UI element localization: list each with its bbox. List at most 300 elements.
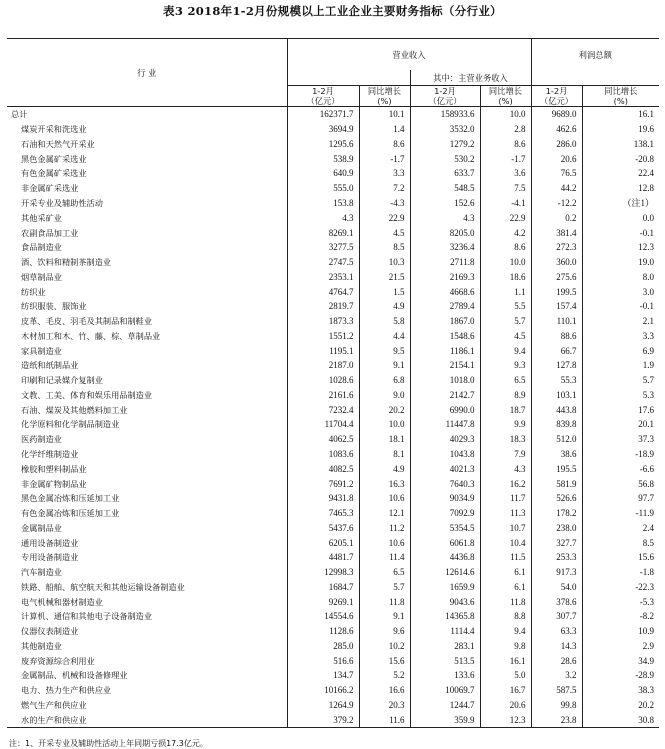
table-row bbox=[7, 491, 659, 506]
industry-name: 造纸和纸制品业 bbox=[21, 360, 79, 371]
cell-rev: 379.2 bbox=[287, 712, 359, 727]
cell-profit: 0.2 bbox=[531, 210, 582, 225]
main-yoy-header: 同比增长 (%) bbox=[480, 86, 531, 107]
table-row bbox=[7, 461, 659, 476]
cell-main-g: 7.5 bbox=[480, 181, 531, 196]
cell-main-g: 9.8 bbox=[480, 639, 531, 654]
industry-header: 行 业 bbox=[7, 39, 287, 107]
table-row bbox=[7, 284, 659, 299]
cell-rev: 4062.5 bbox=[287, 432, 359, 447]
cell-rev-g: 9.1 bbox=[359, 358, 410, 373]
cell-rev-g: 9.6 bbox=[359, 624, 410, 639]
cell-profit-g: 8.5 bbox=[582, 535, 659, 550]
industry-name: 总计 bbox=[11, 109, 28, 120]
cell-profit-g: 10.9 bbox=[582, 624, 659, 639]
cell-profit: 99.8 bbox=[531, 698, 582, 713]
cell-profit: 587.5 bbox=[531, 683, 582, 698]
cell-rev-g: 1.4 bbox=[359, 122, 410, 137]
cell-profit-g: 0.0 bbox=[582, 210, 659, 225]
cell-main: 5354.5 bbox=[410, 520, 480, 535]
industry-name: 仪器仪表制造业 bbox=[21, 626, 79, 637]
cell-profit-g: 19.0 bbox=[582, 255, 659, 270]
cell-profit: 462.6 bbox=[531, 122, 582, 137]
cell-main-g: 2.8 bbox=[480, 122, 531, 137]
cell-profit: 917.3 bbox=[531, 565, 582, 580]
cell-profit-g: -6.6 bbox=[582, 461, 659, 476]
industry-name: 铁路、船舶、航空航天和其他运输设备制造业 bbox=[21, 581, 185, 592]
cell-rev-g: 3.3 bbox=[359, 166, 410, 181]
table-row bbox=[7, 402, 659, 417]
cell-rev-g: 9.0 bbox=[359, 388, 410, 403]
table-body bbox=[7, 107, 659, 728]
cell-main: 9034.9 bbox=[410, 491, 480, 506]
cell-profit-g: -11.9 bbox=[582, 506, 659, 521]
cell-rev-g: 12.1 bbox=[359, 506, 410, 521]
cell-main-g: 11.3 bbox=[480, 506, 531, 521]
cell-rev: 10166.2 bbox=[287, 683, 359, 698]
cell-profit-g: 20.1 bbox=[582, 417, 659, 432]
industry-name: 通用设备制造业 bbox=[21, 537, 79, 548]
profit-header: 利润总额 bbox=[531, 39, 659, 71]
cell-main: 4021.3 bbox=[410, 461, 480, 476]
cell-main: 530.2 bbox=[410, 151, 480, 166]
cell-profit-g: 2.1 bbox=[582, 314, 659, 329]
cell-rev: 285.0 bbox=[287, 639, 359, 654]
cell-main: 11447.8 bbox=[410, 417, 480, 432]
cell-profit-g: 20.2 bbox=[582, 698, 659, 713]
table-row bbox=[7, 609, 659, 624]
table-row bbox=[7, 373, 659, 388]
cell-rev: 9269.1 bbox=[287, 594, 359, 609]
cell-profit: 110.1 bbox=[531, 314, 582, 329]
cell-profit: 157.4 bbox=[531, 299, 582, 314]
cell-rev: 555.0 bbox=[287, 181, 359, 196]
cell-rev: 8269.1 bbox=[287, 225, 359, 240]
cell-profit: 54.0 bbox=[531, 580, 582, 595]
table-row bbox=[7, 210, 659, 225]
cell-rev-g: 16.3 bbox=[359, 476, 410, 491]
cell-rev-g: 20.3 bbox=[359, 698, 410, 713]
cell-main: 1279.2 bbox=[410, 137, 480, 152]
cell-main: 548.5 bbox=[410, 181, 480, 196]
cell-profit: 327.7 bbox=[531, 535, 582, 550]
cell-rev: 1083.6 bbox=[287, 447, 359, 462]
cell-rev-g: 5.2 bbox=[359, 668, 410, 683]
industry-name: 电力、热力生产和供应业 bbox=[21, 685, 112, 696]
industry-name: 废弃资源综合利用业 bbox=[21, 655, 95, 666]
cell-main: 6061.8 bbox=[410, 535, 480, 550]
industry-name: 燃气生产和供应业 bbox=[21, 700, 87, 710]
cell-profit-g: -20.8 bbox=[582, 151, 659, 166]
industry-name: 烟草制品业 bbox=[21, 271, 62, 282]
table-row bbox=[7, 476, 659, 491]
table-row bbox=[7, 712, 659, 727]
revenue-period-header: 1-2月 （亿元） bbox=[287, 86, 359, 107]
cell-main: 513.5 bbox=[410, 653, 480, 668]
cell-main-g: 18.7 bbox=[480, 402, 531, 417]
cell-rev-g: 8.1 bbox=[359, 447, 410, 462]
cell-rev-g: 10.6 bbox=[359, 535, 410, 550]
industry-name: 其他采矿业 bbox=[21, 212, 62, 223]
cell-main-g: 10.0 bbox=[480, 255, 531, 270]
cell-rev: 1028.6 bbox=[287, 373, 359, 388]
cell-rev: 1551.2 bbox=[287, 328, 359, 343]
cell-main-g: 9.4 bbox=[480, 343, 531, 358]
cell-profit-g: 138.1 bbox=[582, 137, 659, 152]
cell-rev: 4082.5 bbox=[287, 461, 359, 476]
cell-profit: 307.7 bbox=[531, 609, 582, 624]
cell-main: 1018.0 bbox=[410, 373, 480, 388]
cell-profit-g: 16.1 bbox=[582, 107, 659, 122]
table-row bbox=[7, 358, 659, 373]
industry-name: 非金属矿物制品业 bbox=[21, 478, 87, 489]
cell-main-g: 20.6 bbox=[480, 698, 531, 713]
cell-profit: 28.6 bbox=[531, 653, 582, 668]
footnote: 注：1、开采专业及辅助性活动上年同期亏损17.3亿元。 bbox=[9, 739, 208, 748]
cell-main-g: 16.7 bbox=[480, 683, 531, 698]
industry-name: 金属制品、机械和设备修理业 bbox=[21, 670, 128, 681]
cell-rev-g: 7.2 bbox=[359, 181, 410, 196]
cell-rev: 3277.5 bbox=[287, 240, 359, 255]
cell-main-g: 1.1 bbox=[480, 284, 531, 299]
cell-rev: 3694.9 bbox=[287, 122, 359, 137]
table-row bbox=[7, 653, 659, 668]
cell-profit-g: 6.9 bbox=[582, 343, 659, 358]
cell-profit-g: 34.9 bbox=[582, 653, 659, 668]
table-row bbox=[7, 166, 659, 181]
cell-main: 6990.0 bbox=[410, 402, 480, 417]
cell-rev-g: 6.5 bbox=[359, 565, 410, 580]
table-row bbox=[7, 639, 659, 654]
cell-rev: 134.7 bbox=[287, 668, 359, 683]
cell-rev: 162371.7 bbox=[287, 107, 359, 122]
industry-name: 专用设备制造业 bbox=[21, 552, 79, 563]
cell-profit-g: 30.8 bbox=[582, 712, 659, 727]
cell-profit-g: 19.6 bbox=[582, 122, 659, 137]
cell-rev: 12998.3 bbox=[287, 565, 359, 580]
cell-main: 158933.6 bbox=[410, 107, 480, 122]
industry-name: 煤炭开采和洗选业 bbox=[21, 124, 87, 135]
cell-profit: 76.5 bbox=[531, 166, 582, 181]
industry-name: 食品制造业 bbox=[21, 242, 62, 253]
cell-main-g: -4.1 bbox=[480, 196, 531, 211]
cell-main-g: 5.0 bbox=[480, 668, 531, 683]
cell-main: 1659.9 bbox=[410, 580, 480, 595]
table-row bbox=[7, 269, 659, 284]
cell-rev-g: 16.6 bbox=[359, 683, 410, 698]
cell-rev: 7691.2 bbox=[287, 476, 359, 491]
cell-rev-g: -1.7 bbox=[359, 151, 410, 166]
cell-main: 1114.4 bbox=[410, 624, 480, 639]
cell-rev-g: 5.8 bbox=[359, 314, 410, 329]
cell-profit-g: 17.6 bbox=[582, 402, 659, 417]
cell-main-g: 4.2 bbox=[480, 225, 531, 240]
industry-name: 计算机、通信和其他电子设备制造业 bbox=[21, 611, 153, 622]
table-row bbox=[7, 314, 659, 329]
cell-main: 1548.6 bbox=[410, 328, 480, 343]
cell-rev-g: 11.8 bbox=[359, 594, 410, 609]
cell-profit-g: 5.3 bbox=[582, 388, 659, 403]
cell-main-g: 8.6 bbox=[480, 137, 531, 152]
cell-main: 10069.7 bbox=[410, 683, 480, 698]
cell-rev: 9431.8 bbox=[287, 491, 359, 506]
industry-name: 黑色金属矿采选业 bbox=[21, 153, 87, 164]
revenue-subheader-blank bbox=[287, 70, 410, 86]
industry-name: 橡胶和塑料制品业 bbox=[21, 463, 87, 474]
cell-profit-g: -8.2 bbox=[582, 609, 659, 624]
cell-profit: 238.0 bbox=[531, 520, 582, 535]
cell-rev: 4.3 bbox=[287, 210, 359, 225]
cell-main-g: 6.5 bbox=[480, 373, 531, 388]
cell-rev: 7232.4 bbox=[287, 402, 359, 417]
cell-rev: 1128.6 bbox=[287, 624, 359, 639]
cell-main: 633.7 bbox=[410, 166, 480, 181]
table-row bbox=[7, 388, 659, 403]
cell-main-g: 16.2 bbox=[480, 476, 531, 491]
cell-profit-g: 97.7 bbox=[582, 491, 659, 506]
main-period-header: 1-2月 （亿元） bbox=[410, 86, 480, 107]
cell-profit: -12.2 bbox=[531, 196, 582, 211]
table-row bbox=[7, 151, 659, 166]
cell-profit: 839.8 bbox=[531, 417, 582, 432]
cell-profit: 195.5 bbox=[531, 461, 582, 476]
cell-profit-g: -28.9 bbox=[582, 668, 659, 683]
cell-main: 2154.1 bbox=[410, 358, 480, 373]
industry-name: 酒、饮料和精制茶制造业 bbox=[21, 257, 112, 268]
industry-name: 文教、工美、体育和娱乐用品制造业 bbox=[21, 389, 153, 400]
revenue-header: 营业收入 bbox=[287, 39, 531, 71]
table-row bbox=[7, 668, 659, 683]
cell-rev-g: 10.1 bbox=[359, 107, 410, 122]
cell-rev-g: 11.4 bbox=[359, 550, 410, 565]
cell-rev-g: 9.1 bbox=[359, 609, 410, 624]
cell-profit: 55.3 bbox=[531, 373, 582, 388]
cell-profit: 9689.0 bbox=[531, 107, 582, 122]
cell-main: 152.6 bbox=[410, 196, 480, 211]
cell-profit-g: -5.3 bbox=[582, 594, 659, 609]
cell-profit: 360.0 bbox=[531, 255, 582, 270]
profit-yoy-header: 同比增长 (%) bbox=[582, 86, 659, 107]
cell-rev-g: 5.7 bbox=[359, 580, 410, 595]
table-row bbox=[7, 432, 659, 447]
cell-profit: 23.8 bbox=[531, 712, 582, 727]
cell-main-g: 11.7 bbox=[480, 491, 531, 506]
cell-rev: 2747.5 bbox=[287, 255, 359, 270]
cell-main-g: 8.9 bbox=[480, 388, 531, 403]
profit-subheader-blank bbox=[531, 70, 659, 86]
cell-main: 133.6 bbox=[410, 668, 480, 683]
cell-profit: 199.5 bbox=[531, 284, 582, 299]
cell-rev: 4481.7 bbox=[287, 550, 359, 565]
cell-profit: 253.3 bbox=[531, 550, 582, 565]
table-row bbox=[7, 520, 659, 535]
cell-main: 2789.4 bbox=[410, 299, 480, 314]
cell-profit: 378.6 bbox=[531, 594, 582, 609]
cell-rev: 14554.6 bbox=[287, 609, 359, 624]
cell-main: 8205.0 bbox=[410, 225, 480, 240]
cell-rev-g: 1.5 bbox=[359, 284, 410, 299]
cell-profit-g: 5.7 bbox=[582, 373, 659, 388]
industry-name: 汽车制造业 bbox=[21, 567, 62, 578]
cell-rev: 1873.3 bbox=[287, 314, 359, 329]
cell-profit: 272.3 bbox=[531, 240, 582, 255]
cell-profit-g: 3.0 bbox=[582, 284, 659, 299]
cell-profit-g: 15.6 bbox=[582, 550, 659, 565]
cell-main-g: 10.0 bbox=[480, 107, 531, 122]
cell-rev: 2161.6 bbox=[287, 388, 359, 403]
cell-profit: 14.3 bbox=[531, 639, 582, 654]
revenue-yoy-header: 同比增长 (%) bbox=[359, 86, 410, 107]
table-row bbox=[7, 240, 659, 255]
table-row bbox=[7, 255, 659, 270]
table-row bbox=[7, 137, 659, 152]
cell-rev-g: 6.8 bbox=[359, 373, 410, 388]
cell-profit-g: -1.8 bbox=[582, 565, 659, 580]
industry-name: 木材加工和木、竹、藤、棕、草制品业 bbox=[21, 330, 161, 341]
cell-main: 9043.6 bbox=[410, 594, 480, 609]
table-row bbox=[7, 550, 659, 565]
industry-name: 有色金属矿采选业 bbox=[21, 168, 87, 179]
cell-profit-g: -0.1 bbox=[582, 299, 659, 314]
industry-name: 化学纤维制造业 bbox=[21, 448, 79, 459]
table-row bbox=[7, 565, 659, 580]
industry-name: 印刷和记录媒介复制业 bbox=[21, 375, 103, 386]
cell-profit-g: 2.4 bbox=[582, 520, 659, 535]
cell-profit-g: 56.8 bbox=[582, 476, 659, 491]
cell-rev-g: 15.6 bbox=[359, 653, 410, 668]
cell-rev-g: 4.5 bbox=[359, 225, 410, 240]
cell-profit: 178.2 bbox=[531, 506, 582, 521]
cell-profit: 127.8 bbox=[531, 358, 582, 373]
cell-main-g: 7.9 bbox=[480, 447, 531, 462]
cell-main: 1043.8 bbox=[410, 447, 480, 462]
cell-main-g: 9.3 bbox=[480, 358, 531, 373]
cell-rev: 1264.9 bbox=[287, 698, 359, 713]
cell-profit-g: -0.1 bbox=[582, 225, 659, 240]
cell-rev-g: 22.9 bbox=[359, 210, 410, 225]
cell-profit-g: 37.3 bbox=[582, 432, 659, 447]
table-row bbox=[7, 624, 659, 639]
table-row bbox=[7, 181, 659, 196]
cell-profit: 286.0 bbox=[531, 137, 582, 152]
industry-name: 水的生产和供应业 bbox=[7, 712, 287, 727]
table-row bbox=[7, 299, 659, 314]
table-row bbox=[7, 107, 659, 122]
cell-rev: 1295.6 bbox=[287, 137, 359, 152]
cell-rev-g: 10.0 bbox=[359, 417, 410, 432]
industry-name: 化学原料和化学制品制造业 bbox=[21, 419, 120, 430]
industry-name: 家具制造业 bbox=[21, 345, 62, 356]
cell-main-g: 11.5 bbox=[480, 550, 531, 565]
cell-rev-g: -4.3 bbox=[359, 196, 410, 211]
cell-profit-g: -22.3 bbox=[582, 580, 659, 595]
cell-main-g: 11.8 bbox=[480, 594, 531, 609]
cell-profit: 443.8 bbox=[531, 402, 582, 417]
industry-name: 有色金属冶炼和压延加工业 bbox=[21, 508, 120, 519]
cell-main: 14365.8 bbox=[410, 609, 480, 624]
industry-name: 农副食品加工业 bbox=[21, 227, 79, 238]
cell-main: 4029.3 bbox=[410, 432, 480, 447]
cell-profit: 44.2 bbox=[531, 181, 582, 196]
cell-profit: 3.2 bbox=[531, 668, 582, 683]
cell-profit: 88.6 bbox=[531, 328, 582, 343]
cell-rev: 516.6 bbox=[287, 653, 359, 668]
table-row bbox=[7, 535, 659, 550]
industry-name: 石油和天然气开采业 bbox=[21, 138, 95, 149]
industry-name: 非金属矿采选业 bbox=[21, 183, 79, 194]
cell-main: 4.3 bbox=[410, 210, 480, 225]
industry-name: 皮革、毛皮、羽毛及其制品和制鞋业 bbox=[21, 316, 153, 327]
cell-rev: 4764.7 bbox=[287, 284, 359, 299]
cell-rev-g: 8.6 bbox=[359, 137, 410, 152]
cell-main-g: 4.5 bbox=[480, 328, 531, 343]
cell-rev-g: 10.2 bbox=[359, 639, 410, 654]
cell-rev: 2819.7 bbox=[287, 299, 359, 314]
cell-rev-g: 10.6 bbox=[359, 491, 410, 506]
cell-rev: 1684.7 bbox=[287, 580, 359, 595]
cell-main: 2142.7 bbox=[410, 388, 480, 403]
cell-profit-g: 3.3 bbox=[582, 328, 659, 343]
table-row bbox=[7, 343, 659, 358]
cell-main-g: 16.1 bbox=[480, 653, 531, 668]
industry-name: 电气机械和器材制造业 bbox=[21, 596, 103, 607]
table-row bbox=[7, 225, 659, 240]
table-row bbox=[7, 417, 659, 432]
cell-main-g: 10.4 bbox=[480, 535, 531, 550]
table-row bbox=[7, 196, 659, 211]
table-row bbox=[7, 122, 659, 137]
cell-main: 4668.6 bbox=[410, 284, 480, 299]
cell-profit-g: （注1） bbox=[582, 196, 659, 211]
cell-main: 1867.0 bbox=[410, 314, 480, 329]
cell-main: 1186.1 bbox=[410, 343, 480, 358]
cell-rev: 7465.3 bbox=[287, 506, 359, 521]
table-row bbox=[7, 594, 659, 609]
cell-profit: 103.1 bbox=[531, 388, 582, 403]
cell-rev: 538.9 bbox=[287, 151, 359, 166]
cell-rev-g: 4.4 bbox=[359, 328, 410, 343]
cell-profit: 38.6 bbox=[531, 447, 582, 462]
cell-profit: 66.7 bbox=[531, 343, 582, 358]
industry-name: 纺织业 bbox=[21, 286, 46, 297]
cell-main: 2169.3 bbox=[410, 269, 480, 284]
cell-main-g: 22.9 bbox=[480, 210, 531, 225]
cell-rev: 1195.1 bbox=[287, 343, 359, 358]
industry-name: 其他制造业 bbox=[21, 640, 62, 651]
industry-name: 纺织服装、服饰业 bbox=[21, 301, 87, 312]
cell-main: 283.1 bbox=[410, 639, 480, 654]
cell-main-g: 3.6 bbox=[480, 166, 531, 181]
table-row bbox=[7, 506, 659, 521]
table-row bbox=[7, 683, 659, 698]
cell-rev: 640.9 bbox=[287, 166, 359, 181]
cell-profit: 512.0 bbox=[531, 432, 582, 447]
cell-rev-g: 11.6 bbox=[359, 712, 410, 727]
cell-rev: 6205.1 bbox=[287, 535, 359, 550]
cell-main-g: 5.7 bbox=[480, 314, 531, 329]
cell-profit: 581.9 bbox=[531, 476, 582, 491]
financial-indicators-table bbox=[7, 38, 659, 728]
cell-main: 3236.4 bbox=[410, 240, 480, 255]
cell-main: 3532.0 bbox=[410, 122, 480, 137]
cell-rev-g: 4.9 bbox=[359, 461, 410, 476]
cell-rev-g: 9.5 bbox=[359, 343, 410, 358]
cell-main: 7640.3 bbox=[410, 476, 480, 491]
cell-profit-g: 38.3 bbox=[582, 683, 659, 698]
cell-profit: 63.3 bbox=[531, 624, 582, 639]
cell-main: 2711.8 bbox=[410, 255, 480, 270]
cell-main-g: 18.3 bbox=[480, 432, 531, 447]
